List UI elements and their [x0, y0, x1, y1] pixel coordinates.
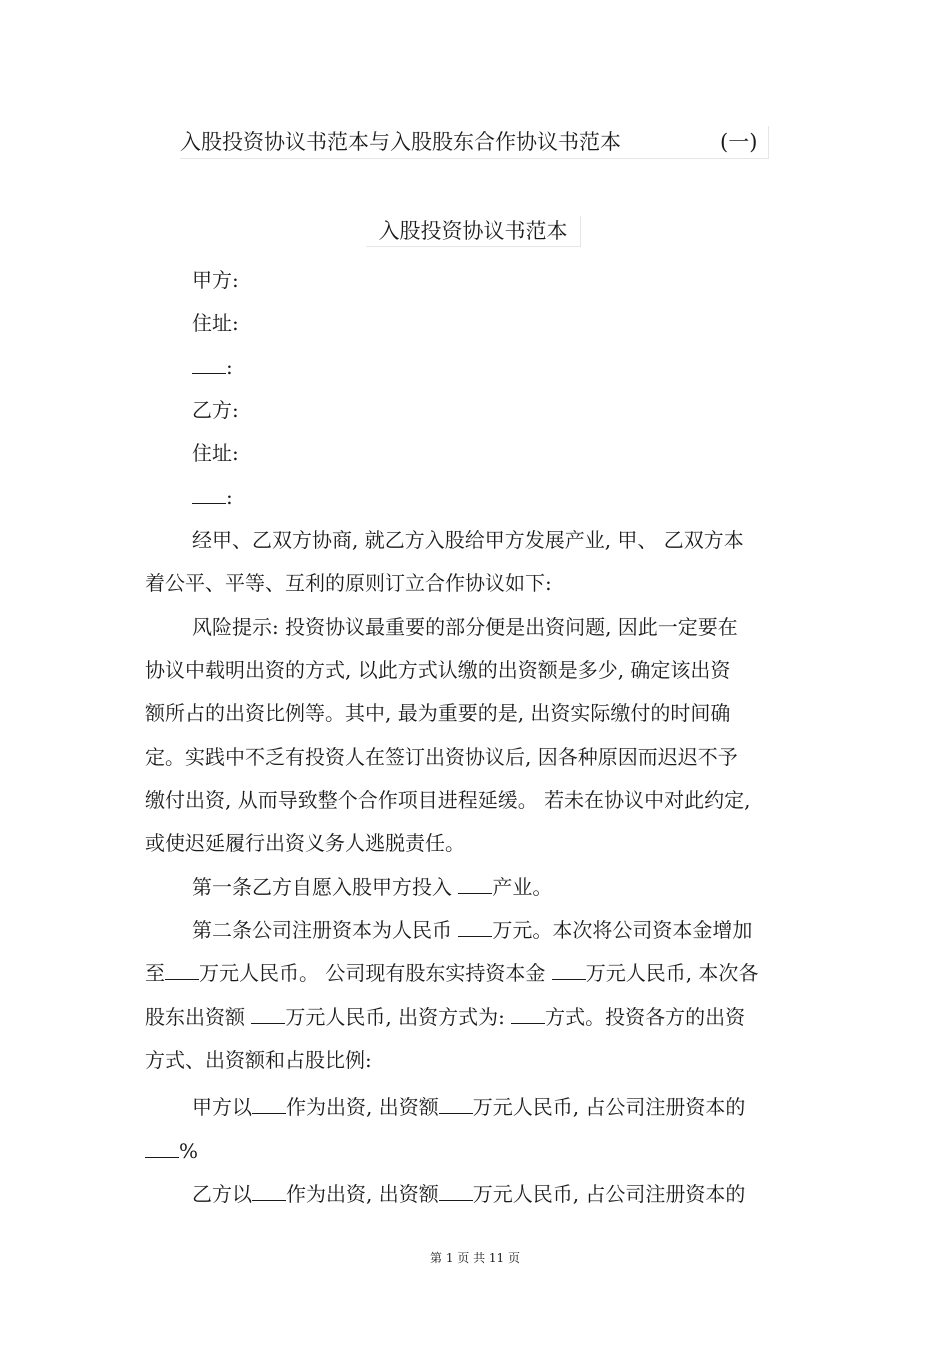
paragraph-line: 协议中载明出资的方式, 以此方式认缴的出资额是多少, 确定该出资 — [145, 658, 731, 682]
party-a-percent-line: % — [145, 1137, 198, 1165]
blank-field — [511, 1005, 545, 1024]
address-label: 住址: — [192, 311, 239, 335]
blank-field — [192, 485, 226, 504]
title-number: (一) — [720, 130, 758, 154]
blank-field — [439, 1182, 473, 1201]
party-b-contribution-line: 乙方以 作为出资, 出资额 万元人民币, 占公司注册资本的 — [192, 1182, 746, 1206]
blank-field — [439, 1095, 473, 1114]
blank-field — [552, 961, 586, 980]
document-title — [180, 126, 769, 159]
blank-field — [145, 1139, 179, 1158]
blank-field — [165, 961, 199, 980]
blank-field-line: : — [192, 353, 233, 381]
article-line: 第一条乙方自愿入股甲方投入 产业。 — [192, 875, 553, 899]
title-text: 入股投资协议书范本与入股股东合作协议书范本 — [180, 130, 621, 154]
paragraph-line: 额所占的出资比例等。其中, 最为重要的是, 出资实际缴付的时间确 — [145, 701, 731, 725]
party-b-label: 乙方: — [192, 398, 239, 422]
blank-field — [252, 1182, 286, 1201]
article-line: 第二条公司注册资本为人民币 万元。本次将公司资本金增加 — [192, 918, 753, 942]
article-line: 股东出资额 万元人民币, 出资方式为: 方式。投资各方的出资 — [145, 1005, 746, 1029]
party-a-contribution-line: 甲方以 作为出资, 出资额 万元人民币, 占公司注册资本的 — [192, 1095, 746, 1119]
paragraph-line: 定。实践中不乏有投资人在签订出资协议后, 因各种原因而迟迟不予 — [145, 745, 738, 769]
section-subtitle: 入股投资协议书范本 — [366, 216, 581, 247]
paragraph-line: 缴付出资, 从而导致整个合作项目进程延缓。 若未在协议中对此约定, — [145, 788, 751, 812]
blank-field — [252, 1095, 286, 1114]
blank-field — [458, 918, 492, 937]
paragraph-line: 风险提示: 投资协议最重要的部分便是出资问题, 因此一定要在 — [192, 615, 738, 639]
paragraph-line: 经甲、乙双方协商, 就乙方入股给甲方发展产业, 甲、 乙双方本 — [192, 528, 744, 552]
address-label: 住址: — [192, 441, 239, 465]
article-line: 方式、出资额和占股比例: — [145, 1048, 372, 1072]
article-line: 至 万元人民币。 公司现有股东实持资本金 万元人民币, 本次各 — [145, 961, 759, 985]
page-number-footer: 第 1 页 共 11 页 — [430, 1251, 520, 1265]
party-a-label: 甲方: — [192, 268, 239, 292]
paragraph-line: 或使迟延履行出资义务人逃脱责任。 — [145, 831, 465, 855]
blank-field — [192, 355, 226, 374]
blank-field-line: : — [192, 483, 233, 511]
paragraph-line: 着公平、平等、互利的原则订立合作协议如下: — [145, 571, 552, 595]
blank-field — [458, 875, 492, 894]
blank-field — [251, 1005, 285, 1024]
